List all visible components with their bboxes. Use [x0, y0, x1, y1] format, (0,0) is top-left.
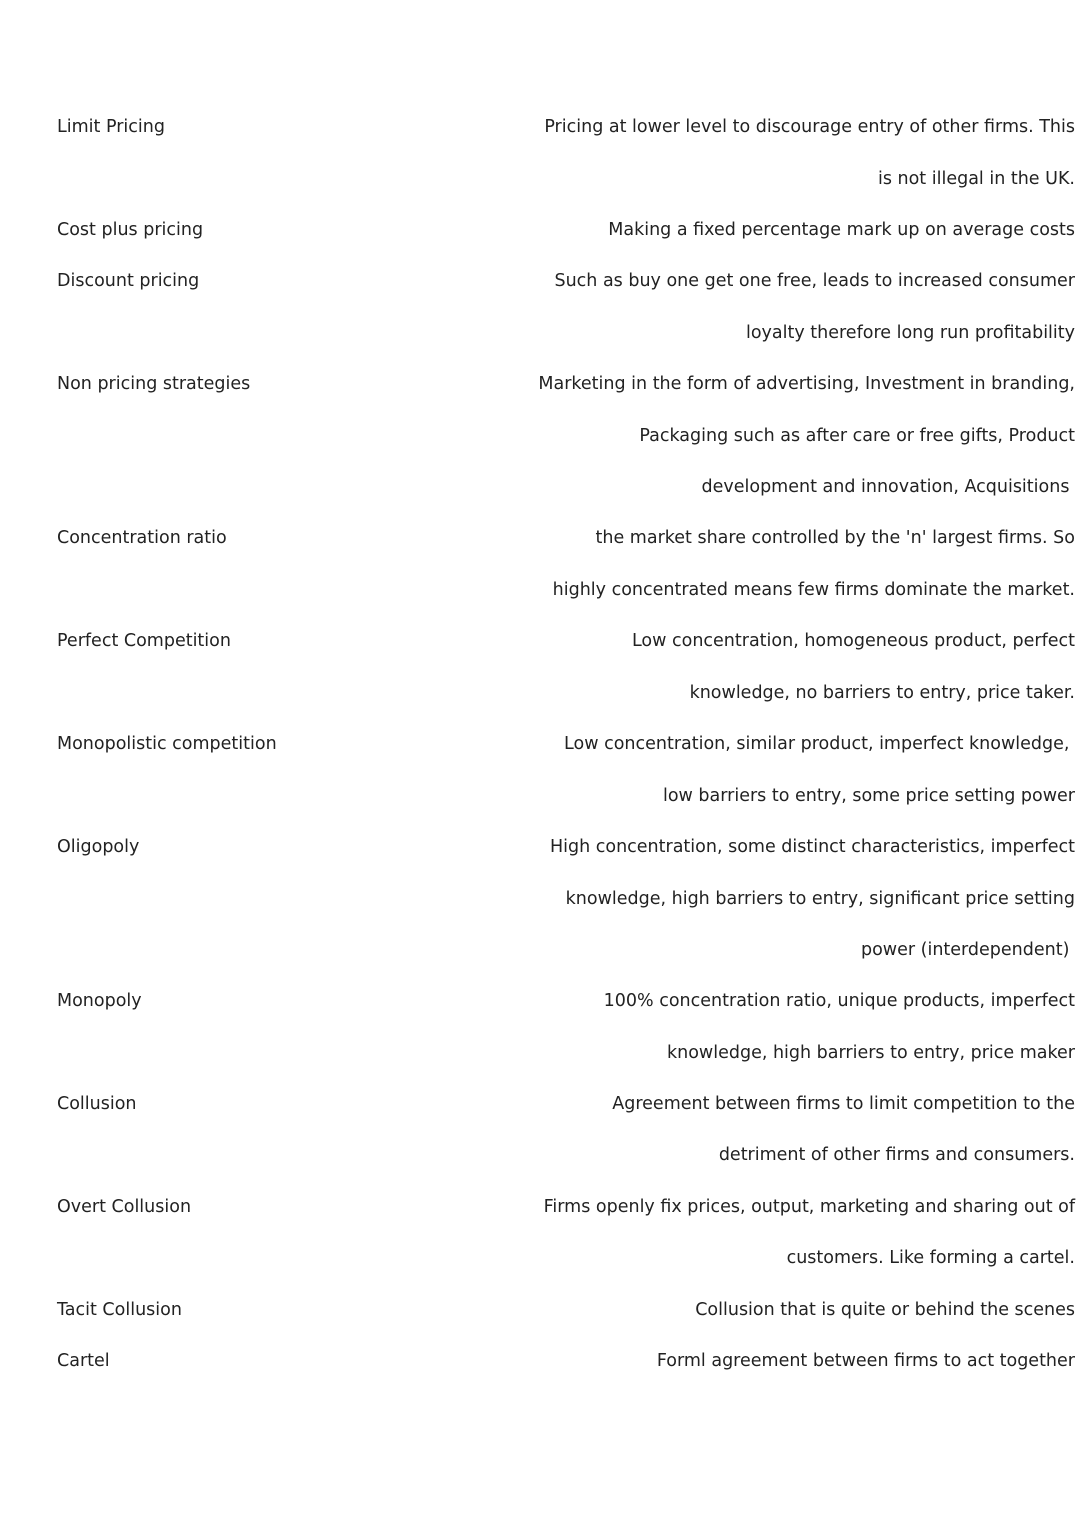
- glossary-definition-line: power (interdependent): [860, 940, 1075, 960]
- glossary-definition-line: Forml agreement between firms to act together: [656, 1351, 1075, 1371]
- glossary-definition-line: loyalty therefore long run profitability: [745, 323, 1075, 343]
- glossary-term: Limit Pricing: [57, 117, 165, 137]
- glossary-definition-line: knowledge, high barriers to entry, significant price setting: [565, 889, 1075, 909]
- glossary-term: Monopoly: [57, 991, 142, 1011]
- glossary-definition-line: low barriers to entry, some price setting power: [662, 786, 1075, 806]
- glossary-term: Tacit Collusion: [57, 1300, 182, 1320]
- glossary-definition-line: highly concentrated means few firms dominate the market.: [552, 580, 1075, 600]
- glossary-definition-line: knowledge, high barriers to entry, price maker: [666, 1043, 1075, 1063]
- glossary-definition-line: customers. Like forming a cartel.: [786, 1248, 1075, 1268]
- glossary-definition-line: 100% concentration ratio, unique products, imperfect: [603, 991, 1075, 1011]
- glossary-term: Collusion: [57, 1094, 137, 1114]
- glossary-term: Non pricing strategies: [57, 374, 251, 394]
- glossary-definition-line: Marketing in the form of advertising, Investment in branding,: [538, 374, 1075, 394]
- glossary-definition-line: Packaging such as after care or free gifts, Product: [639, 426, 1075, 446]
- glossary-definition-line: knowledge, no barriers to entry, price taker.: [689, 683, 1075, 703]
- glossary-definition-line: High concentration, some distinct characteristics, imperfect: [549, 837, 1075, 857]
- glossary-term: Concentration ratio: [57, 528, 227, 548]
- glossary-term: Discount pricing: [57, 271, 200, 291]
- glossary-term: Perfect Competition: [57, 631, 231, 651]
- glossary-definition-line: Collusion that is quite or behind the scenes: [695, 1300, 1075, 1320]
- glossary-term: Monopolistic competition: [57, 734, 277, 754]
- glossary-definition-line: Low concentration, homogeneous product, perfect: [631, 631, 1075, 651]
- glossary-term: Cartel: [57, 1351, 110, 1371]
- glossary-definition-line: Such as buy one get one free, leads to increased consumer: [554, 271, 1075, 291]
- glossary-definition-line: Firms openly fix prices, output, marketing and sharing out of: [543, 1197, 1075, 1217]
- glossary-term: Overt Collusion: [57, 1197, 192, 1217]
- glossary-definition-line: Pricing at lower level to discourage entry of other firms. This: [544, 117, 1075, 137]
- glossary-definition-line: the market share controlled by the 'n' largest firms. So: [595, 528, 1075, 548]
- glossary-term: Oligopoly: [57, 837, 140, 857]
- glossary-definition-line: Agreement between firms to limit competition to the: [612, 1094, 1075, 1114]
- glossary-definition-line: detriment of other firms and consumers.: [718, 1145, 1075, 1165]
- glossary-definition-line: Low concentration, similar product, imperfect knowledge,: [564, 734, 1075, 754]
- glossary-definition-line: is not illegal in the UK.: [877, 169, 1075, 189]
- glossary-term: Cost plus pricing: [57, 220, 204, 240]
- glossary-definition-line: development and innovation, Acquisitions: [701, 477, 1075, 497]
- glossary-definition-line: Making a fixed percentage mark up on average costs: [608, 220, 1075, 240]
